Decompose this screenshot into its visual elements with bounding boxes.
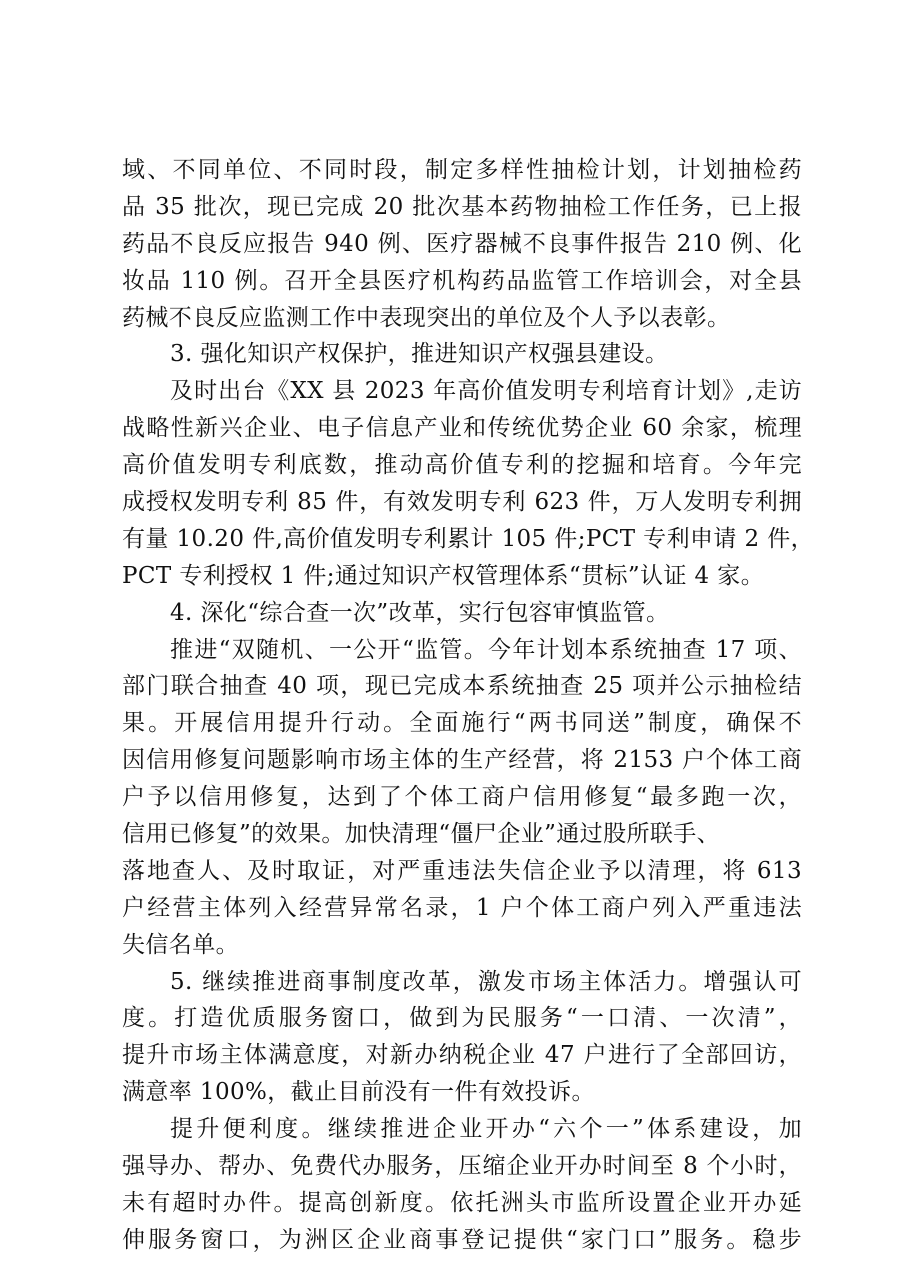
text-line: 高价值发明专利底数，推动高价值专利的挖掘和培育。今年完 [122,452,802,479]
text-line: 推进“双随机、一公开“监管。今年计划本系统抽查 17 项、 [170,636,802,663]
text-line: 提升便利度。继续推进企业开办“六个一”体系建设，加 [170,1116,802,1143]
text-line: 妆品 110 例。召开全县医疗机构药品监管工作培训会，对全县 [122,267,802,294]
text-line: 战略性新兴企业、电子信息产业和传统优势企业 60 余家，梳理 [122,415,802,442]
text-line: 成授权发明专利 85 件，有效发明专利 623 件，万人发明专利拥 [122,489,802,516]
text-line: 提升市场主体满意度，对新办纳税企业 47 户进行了全部回访， [122,1042,802,1069]
text-line: 药品不良反应报告 940 例、医疗器械不良事件报告 210 例、化 [122,230,802,257]
text-line: 落地查人、及时取证，对严重违法失信企业予以清理，将 613 [122,857,802,884]
text-line: 未有超时办件。提高创新度。依托洲头市监所设置企业开办延 [122,1189,802,1216]
text-line: 伸服务窗口，为洲区企业商事登记提供“家门口”服务。稳步 [122,1226,802,1253]
text-line: 有量 10.20 件,高价值发明专利累计 105 件;PCT 专利申请 2 件， [122,525,815,552]
text-line: 因信用修复问题影响市场主体的生产经营，将 2153 户个体工商 [122,747,802,774]
text-line: 信用已修复”的效果。加快清理“僵尸企业”通过股所联手、 [122,821,721,848]
text-line: 失信名单。 [122,931,239,958]
text-line: 4. 深化“综合查一次”改革，实行包容审慎监管。 [170,599,670,626]
text-line: 3. 强化知识产权保护，推进知识产权强县建设。 [170,341,669,368]
text-line: 满意率 100%，截止目前没有一件有效投诉。 [122,1079,595,1106]
text-line: 域、不同单位、不同时段，制定多样性抽检计划，计划抽检药 [122,157,802,183]
text-line: 品 35 批次，现已完成 20 批次基本药物抽检工作任务，已上报 [122,193,802,220]
text-line: PCT 专利授权 1 件;通过知识产权管理体系“贯标”认证 4 家。 [122,562,765,589]
text-line: 户经营主体列入经营异常名录，1 户个体工商户列入严重违法 [122,894,802,921]
text-line: 度。打造优质服务窗口，做到为民服务“一口清、一次清”， [122,1005,802,1032]
text-line: 强导办、帮办、免费代办服务，压缩企业开办时间至 8 个小时， [122,1153,802,1180]
document-body [122,152,815,1259]
text-line: 5. 继续推进商事制度改革，激发市场主体活力。增强认可 [170,968,802,995]
text-line: 部门联合抽查 40 项，现已完成本系统抽查 25 项并公示抽检结 [122,673,802,700]
text-line: 药械不良反应监测工作中表现突出的单位及个人予以表彰。 [122,304,731,331]
text-line: 户予以信用修复，达到了个体工商户信用修复“最多跑一次， [122,784,802,811]
text-line: 果。开展信用提升行动。全面施行“两书同送”制度，确保不 [122,710,802,737]
text-line: 及时出台《XX 县 2023 年高价值发明专利培育计划》,走访 [170,378,802,405]
